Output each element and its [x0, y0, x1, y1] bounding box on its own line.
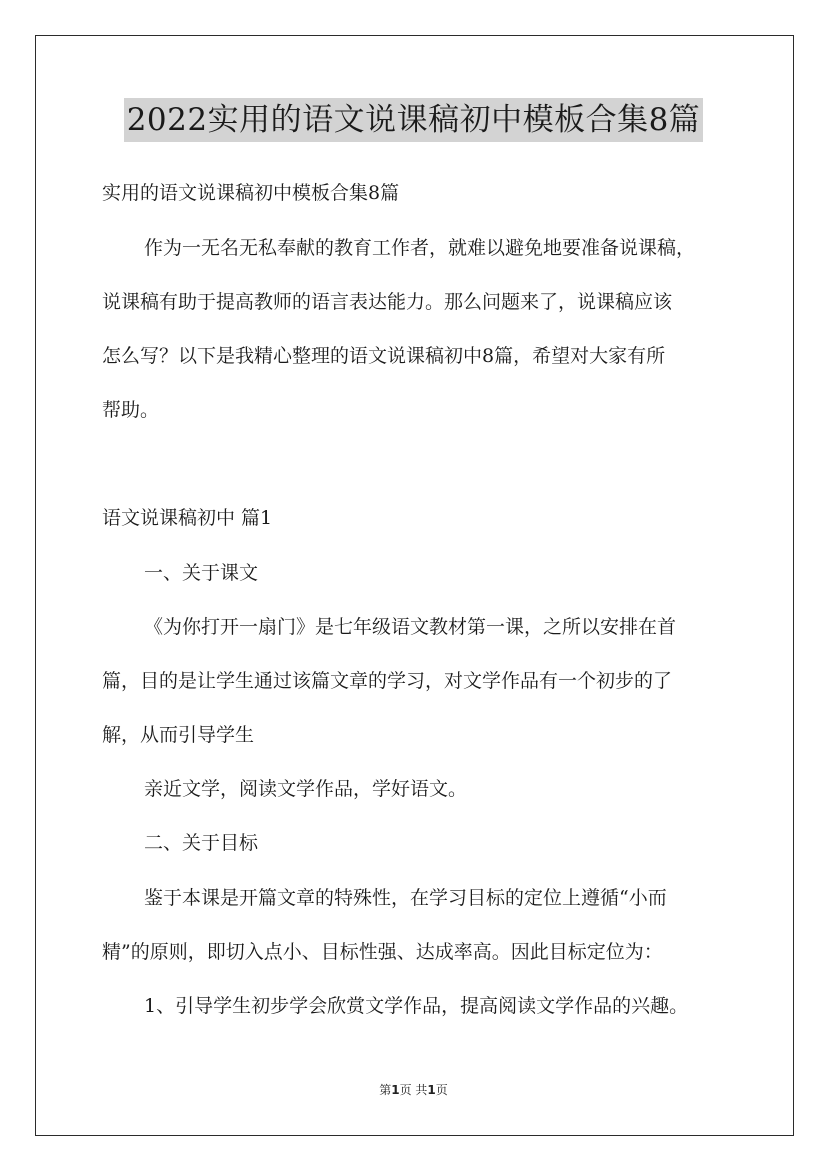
footer-prefix: 第 [379, 1083, 392, 1097]
paragraph-line: 帮助。 [102, 399, 160, 421]
footer-total-pages: 1 [427, 1083, 436, 1097]
footer-middle: 页 共 [399, 1083, 428, 1097]
paragraph-line: 解，从而引导学生 [102, 724, 255, 746]
paragraph-line: 怎么写？以下是我精心整理的语文说课稿初中8篇，希望对大家有所 [102, 345, 666, 367]
paragraph-line: 篇，目的是让学生通过该篇文章的学习，对文学作品有一个初步的了 [102, 670, 673, 692]
paragraph-line: 亲近文学，阅读文学作品，学好语文。 [144, 778, 468, 800]
paragraph-line: 精”的原则，即切入点小、目标性强、达成率高。因此目标定位为： [102, 941, 663, 963]
paragraph-line: 《为你打开一扇门》是七年级语文教材第一课，之所以安排在首 [144, 616, 677, 638]
subtitle-line: 实用的语文说课稿初中模板合集8篇 [102, 182, 400, 204]
paragraph-line: 作为一无名无私奉献的教育工作者，就难以避免地要准备说课稿， [144, 237, 696, 259]
footer-suffix: 页 [435, 1083, 448, 1097]
paragraph-line: 说课稿有助于提高教师的语言表达能力。那么问题来了，说课稿应该 [102, 291, 673, 313]
page-footer [0, 1082, 827, 1098]
footer-current-page: 1 [391, 1083, 400, 1097]
paragraph-line: 1、引导学生初步学会欣赏文学作品，提高阅读文学作品的兴趣。 [144, 995, 689, 1017]
section-heading: 语文说课稿初中 篇1 [102, 507, 273, 529]
subheading-line: 二、关于目标 [144, 832, 259, 854]
document-title: 2022实用的语文说课稿初中模板合集8篇 [124, 98, 704, 142]
subheading-line: 一、关于课文 [144, 562, 259, 584]
paragraph-line: 鉴于本课是开篇文章的特殊性，在学习目标的定位上遵循“小而 [144, 887, 667, 909]
title-container [0, 98, 827, 142]
